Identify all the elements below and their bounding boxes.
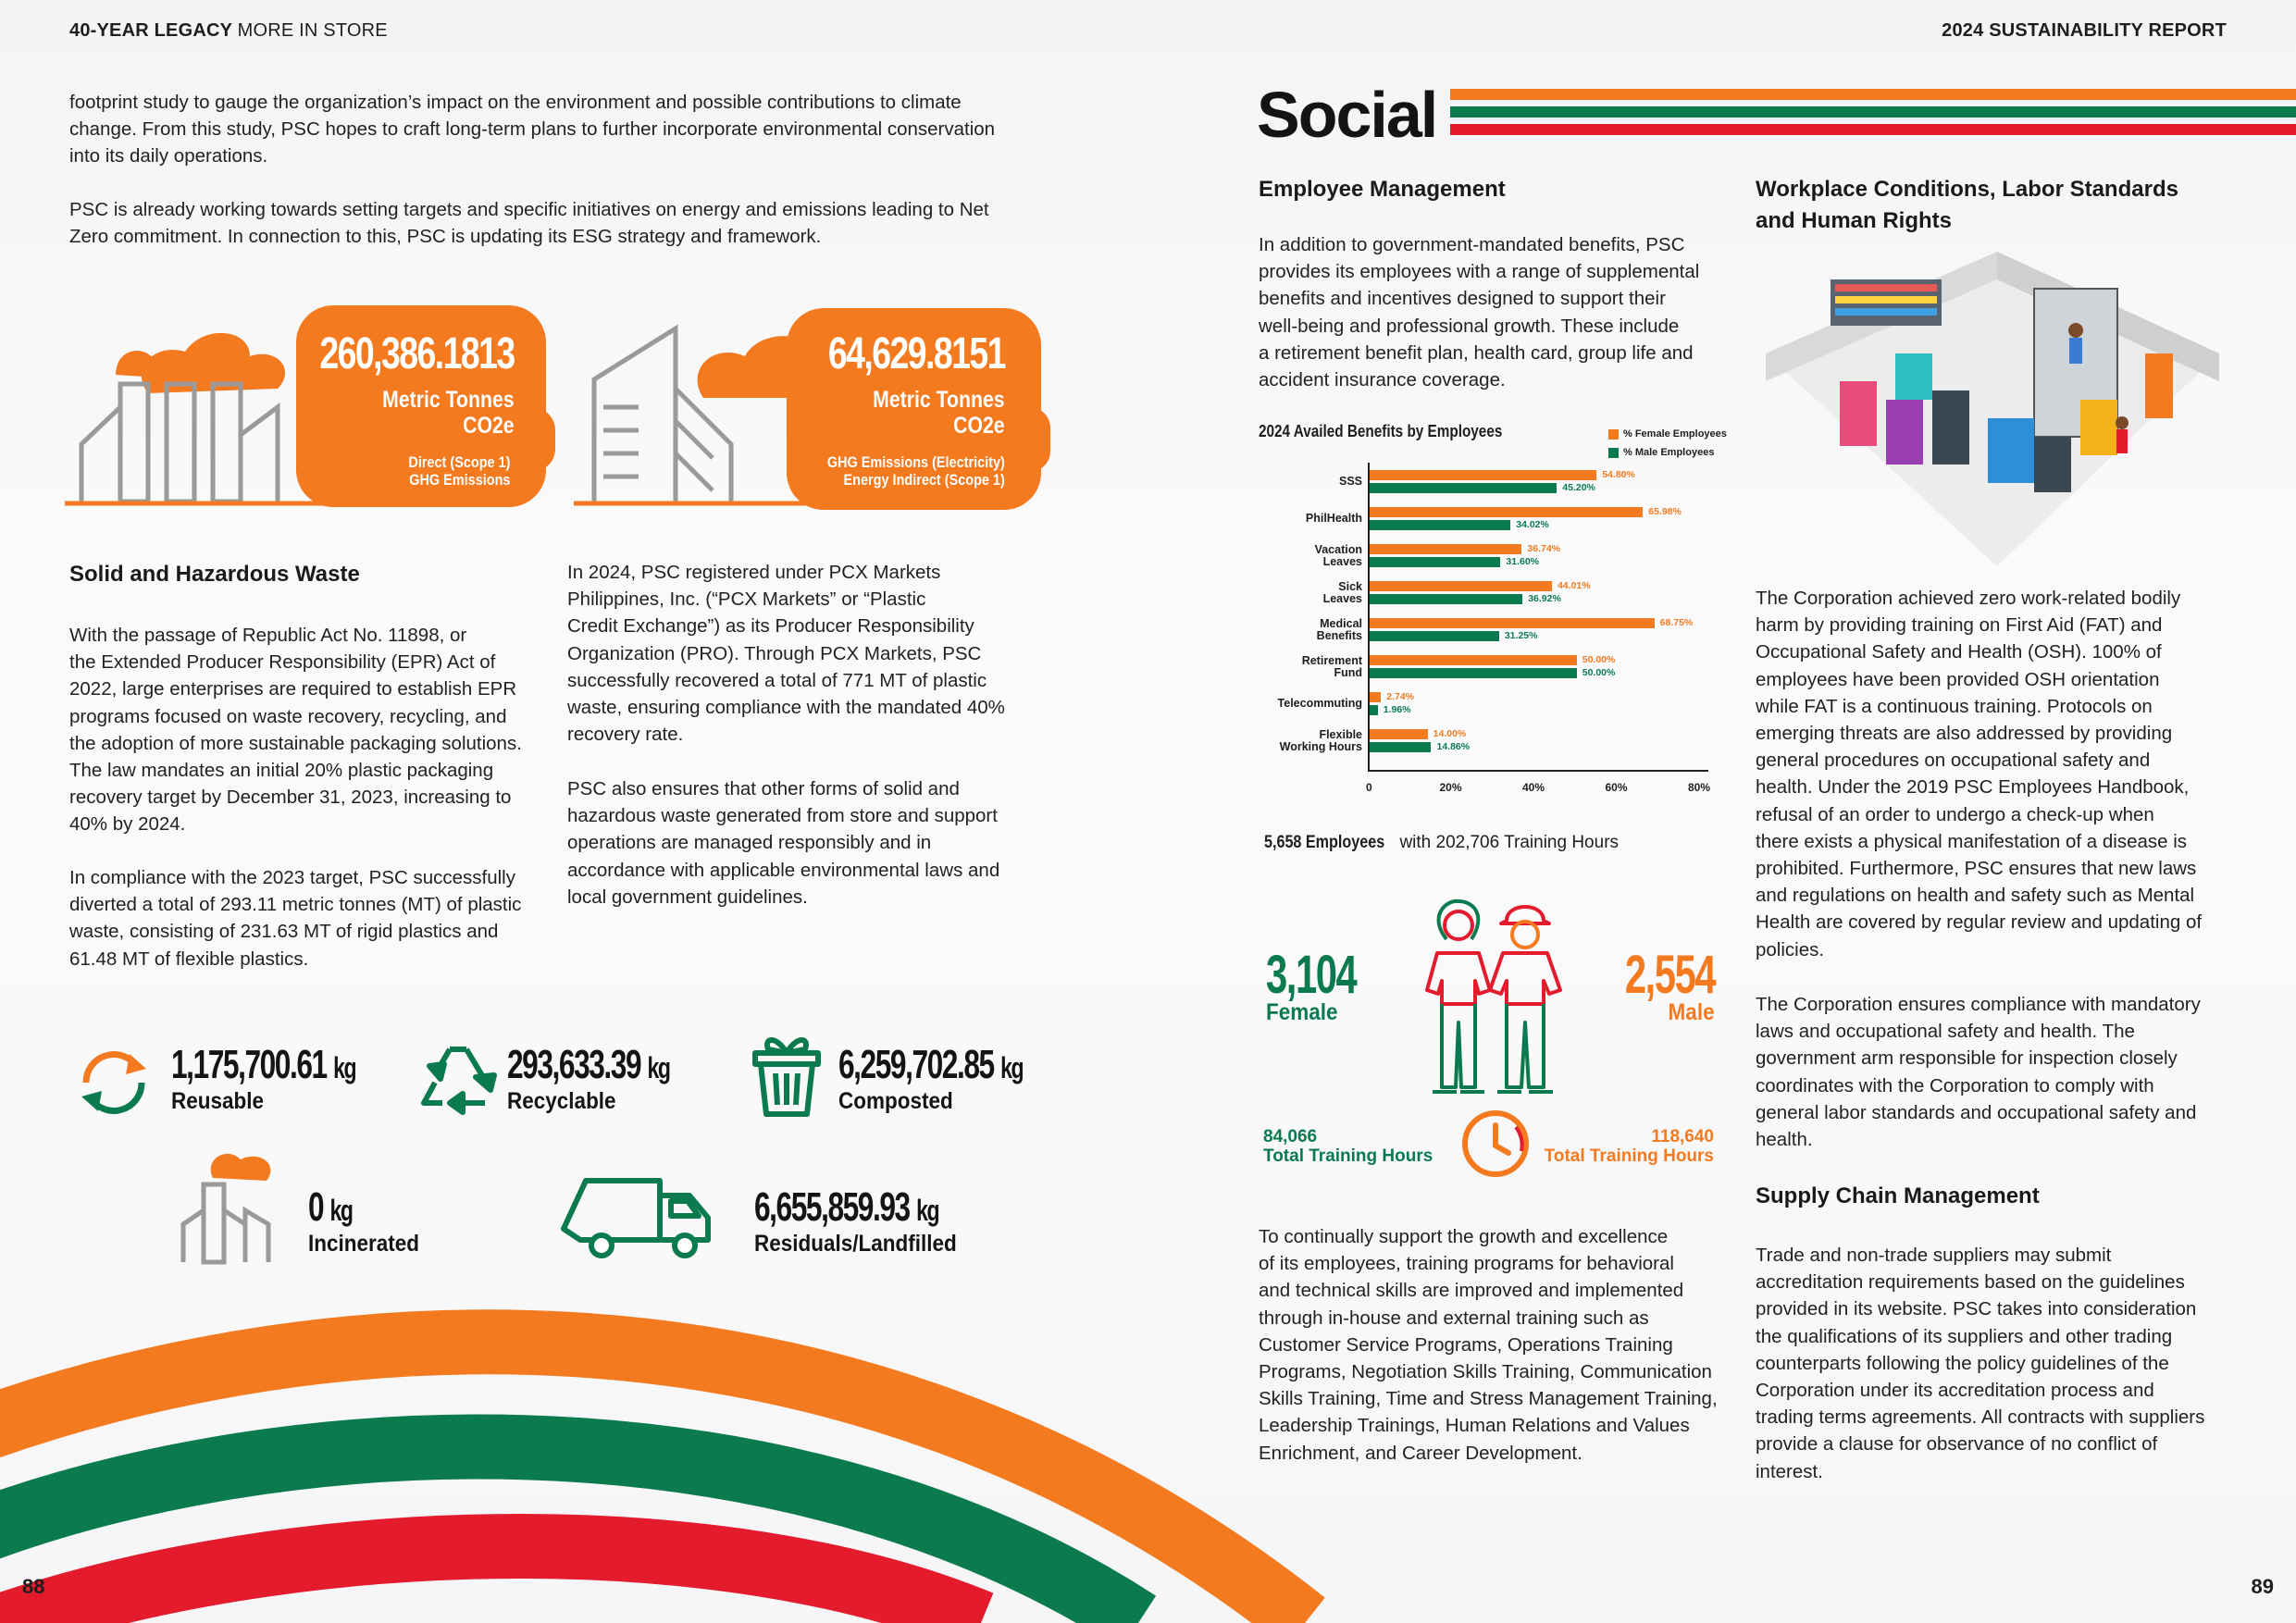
chart-category-label: Flexible Working Hours (1279, 728, 1362, 753)
landfilled-number: 6,655,859.93 (754, 1184, 910, 1230)
female-hours-value: 84,066 (1263, 1127, 1318, 1146)
chart-bar-male (1370, 557, 1500, 567)
compost-bin-icon (750, 1027, 824, 1120)
chart-value-label: 1.96% (1383, 704, 1411, 715)
chart-bar-male (1370, 668, 1577, 678)
chart-bar-female (1370, 581, 1552, 591)
chart-bar-female (1370, 470, 1596, 480)
recyclable-unit: kg (647, 1051, 670, 1084)
chart-value-label: 68.75% (1659, 617, 1694, 628)
chart-bar-female (1370, 544, 1521, 554)
male-hours-value: 118,640 (1651, 1127, 1714, 1146)
chart-bar-female (1370, 692, 1381, 702)
chart-tick-label: 0 (1366, 781, 1372, 794)
waste-col1-p2: In compliance with the 2023 target, PSC successfully diverted a total of 293.11 metric tonnes (MT) of plastic waste, consisting of 231.63 MT of rigid plastics and 61.48 MT of flexible plastics. (69, 867, 522, 970)
landfilled-value (754, 1184, 938, 1231)
chart-value-label: 36.92% (1528, 593, 1561, 604)
employees-line-rest: with 202,706 Training Hours (1399, 833, 1620, 852)
chart-bar-female (1370, 729, 1428, 739)
employee-management-title: Employee Management (1259, 177, 1506, 202)
composted-label: Composted (838, 1088, 953, 1114)
composted-number: 6,259,702.85 (838, 1042, 994, 1087)
reuse-icon (72, 1041, 155, 1124)
employees-illustration (1405, 898, 1581, 1101)
chart-value-label: 50.00% (1582, 654, 1616, 665)
chart-value-label: 34.02% (1516, 519, 1549, 530)
landfilled-unit: kg (916, 1194, 939, 1227)
male-label: Male (1668, 999, 1715, 1025)
chart-title: 2024 Availed Benefits by Employees (1259, 422, 1503, 440)
female-count: 3,104 (1266, 945, 1357, 1005)
chart-bar-female (1370, 507, 1643, 517)
chart-bar-female (1370, 655, 1577, 665)
social-title: Social (1257, 79, 1437, 151)
training-paragraph: To continually support the growth and excellence of its employees, training programs for behavioral and technical skills are improved and implemented through in-house and external training such as Customer Service Programs, Operations Training Programs, Negotiation Skills Training, Communication Skills Training, Time and Stress Management Training, Leadership Trainings, Human Relations and Values Enrichment, and Career Development. (1259, 1226, 1718, 1464)
chart-tick-label: 20% (1439, 781, 1462, 794)
waste-title: Solid and Hazardous Waste (69, 562, 360, 587)
title-stripes (1450, 89, 2296, 135)
recyclable-value (507, 1042, 670, 1088)
scope1-value: 260,386.1813 (319, 329, 515, 378)
chart-category-label: Telecommuting (1277, 697, 1362, 710)
chart-value-label: 31.25% (1504, 630, 1538, 641)
reusable-value (171, 1042, 355, 1088)
composted-value (838, 1042, 1023, 1088)
chart-category-label: SSS (1338, 475, 1362, 488)
scope2-desc: GHG Emissions (Electricity) Energy Indirect (Scope 1) (827, 453, 1005, 489)
scope2-card-bubble (1009, 407, 1050, 472)
chart-value-label: 31.60% (1506, 556, 1540, 567)
supply-chain-paragraph: Trade and non-trade suppliers may submit accreditation requirements based on the guidelines provided in its website. PSC takes into consideration the qualifications of its suppliers and other trading counterparts following the policy guidelines of the Corporation under its accreditation process and trading terms agreements. All contracts with suppliers provide a clause for observance of no conflict of interest. (1756, 1245, 2205, 1482)
legend-female (1608, 428, 1727, 440)
scope1-unit: Metric Tonnes CO2e (382, 387, 515, 439)
chart-value-label: 14.86% (1436, 741, 1471, 752)
chart-bar-male (1370, 631, 1499, 641)
header-left (69, 20, 388, 42)
recyclable-label: Recyclable (507, 1088, 616, 1114)
chart-category-label: PhilHealth (1305, 512, 1362, 525)
waste-col2-p2: PSC also ensures that other forms of solid and hazardous waste generated from store and support operations are managed responsibly and in accordance with applicable environmental laws and local government guidelines. (567, 778, 1000, 908)
chart-bar-male (1370, 483, 1557, 493)
chart-tick-label: 80% (1688, 781, 1711, 794)
waste-col2-p1: In 2024, PSC registered under PCX Markets Philippines, Inc. (“PCX Markets” or “Plastic Credit Exchange”) as its Producer Responsibility Organization (PRO). Through PCX Markets, PSC successfully recovered a total of 771 MT of plastic waste, ensuring compliance with the mandated 40% recovery rate. (567, 562, 1005, 746)
legend-female-swatch (1608, 429, 1619, 440)
scope2-unit: Metric Tonnes CO2e (873, 387, 1005, 439)
supply-chain-title: Supply Chain Management (1756, 1183, 2040, 1208)
workplace-paragraph-2: The Corporation ensures compliance with mandatory laws and occupational safety and health. The government arm responsible for inspection closely coordinates with the Corporation to comply with general labor standards and occupational safety and health. (1756, 994, 2201, 1151)
scope1-desc: Direct (Scope 1) GHG Emissions (407, 453, 510, 489)
scope2-value: 64,629.8151 (827, 329, 1005, 378)
legend-female-label: % Female Employees (1623, 428, 1727, 440)
female-hours-label: Total Training Hours (1263, 1146, 1433, 1166)
chart-tick-label: 40% (1522, 781, 1545, 794)
chart-category-label: Vacation Leaves (1314, 543, 1362, 568)
chart-value-label: 54.80% (1602, 469, 1635, 480)
employees-line-bold: 5,658 Employees (1264, 833, 1385, 852)
header-left-rest: MORE IN STORE (237, 20, 388, 41)
waste-col1-p1: With the passage of Republic Act No. 11898, or the Extended Producer Responsibility (EPR) Act of 2022, large enterprises are required to establish EPR programs focused on waste recovery, recycling, and the adoption of more sustainable packaging solutions. The law mandates an initial 20% plastic packaging recovery target by December 31, 2023, increasing to 40% by 2024. (69, 625, 522, 836)
chart-value-label: 45.20% (1562, 482, 1595, 493)
chart-category-label: Medical Benefits (1316, 617, 1362, 642)
chart-value-label: 65.98% (1648, 506, 1682, 517)
recyclable-number: 293,633.39 (507, 1042, 641, 1087)
female-label: Female (1266, 999, 1338, 1025)
chart-value-label: 14.00% (1433, 728, 1467, 739)
header-left-bold: 40-YEAR LEGACY (69, 20, 232, 41)
recycle-icon (415, 1038, 503, 1121)
chart-category-label: Sick Leaves (1322, 580, 1362, 605)
benefits-bar-chart (1259, 463, 1721, 805)
employees-line (1264, 833, 1619, 853)
workplace-paragraph-1: The Corporation achieved zero work-related bodily harm by providing training on First Aid (FAT) and Occupational Safety and Health (OSH). 100% of employees have been provided OSH orientation while FAT is a continuous training. Protocols on emerging threats are also addressed by providing general procedures on occupational safety and health. Under the 2019 PSC Employees Handbook, refusal of an order to undergo a check-up when there exists a physical manifestation of a disease is prohibited. Furthermore, PSC ensures that new laws and regulations on health and safety such as Mental Health are covered by regular review and updating of policies. (1756, 588, 2203, 960)
chart-bar-female (1370, 618, 1655, 628)
intro-paragraph-2: PSC is already working towards setting targets and specific initiatives on energy and emissions leading to Net Zero commitment. In connection to this, PSC is updating its ESG strategy and framework. (69, 199, 989, 248)
clock-icon (1460, 1109, 1531, 1179)
chart-bar-male (1370, 742, 1431, 752)
scope1-card-bubble (509, 407, 555, 472)
store-illustration (1756, 242, 2228, 576)
composted-unit: kg (1000, 1051, 1024, 1084)
reusable-label: Reusable (171, 1088, 265, 1114)
employee-management-paragraph: In addition to government-mandated benefits, PSC provides its employees with a range of supplemental benefits and incentives designed to support their well-being and professional growth. These include a retirement benefit plan, health card, group life and accident insurance coverage. (1259, 234, 1700, 391)
chart-bar-male (1370, 520, 1510, 530)
decorative-arcs (0, 1277, 1444, 1623)
chart-value-label: 44.01% (1557, 580, 1591, 591)
garbage-truck-icon (560, 1173, 717, 1261)
chart-x-axis (1368, 770, 1708, 772)
legend-male-label: % Male Employees (1623, 447, 1715, 458)
chart-bar-male (1370, 705, 1378, 715)
page-number-right: 89 (2251, 1575, 2274, 1598)
chart-tick-label: 60% (1605, 781, 1628, 794)
male-training-hours (1545, 1127, 1714, 1166)
intro-paragraph-1: footprint study to gauge the organization’s impact on the environment and possible contributions to climate change. From this study, PSC hopes to craft long-term plans to further incorporate environmental conservation into its daily operations. (69, 92, 996, 167)
reusable-number: 1,175,700.61 (171, 1042, 327, 1087)
incinerated-unit: kg (329, 1194, 353, 1227)
legend-male-swatch (1608, 448, 1619, 458)
female-training-hours (1263, 1127, 1433, 1166)
header-right: 2024 SUSTAINABILITY REPORT (1942, 20, 2227, 41)
incinerator-icon (176, 1146, 287, 1266)
legend-male (1608, 447, 1714, 458)
chart-value-label: 50.00% (1582, 667, 1616, 678)
chart-bar-male (1370, 594, 1522, 604)
male-count: 2,554 (1624, 945, 1715, 1005)
page-number-left: 88 (22, 1575, 45, 1598)
chart-value-label: 36.74% (1527, 543, 1561, 554)
workplace-title: Workplace Conditions, Labor Standards and Human Rights (1756, 177, 2178, 233)
chart-category-label: Retirement Fund (1301, 654, 1362, 679)
incinerated-label: Incinerated (308, 1231, 420, 1257)
chart-value-label: 2.74% (1386, 691, 1415, 702)
incinerated-value (308, 1184, 353, 1231)
reusable-unit: kg (333, 1051, 356, 1084)
incinerated-number: 0 (308, 1184, 324, 1230)
male-hours-label: Total Training Hours (1544, 1146, 1714, 1166)
landfilled-label: Residuals/Landfilled (754, 1231, 957, 1257)
